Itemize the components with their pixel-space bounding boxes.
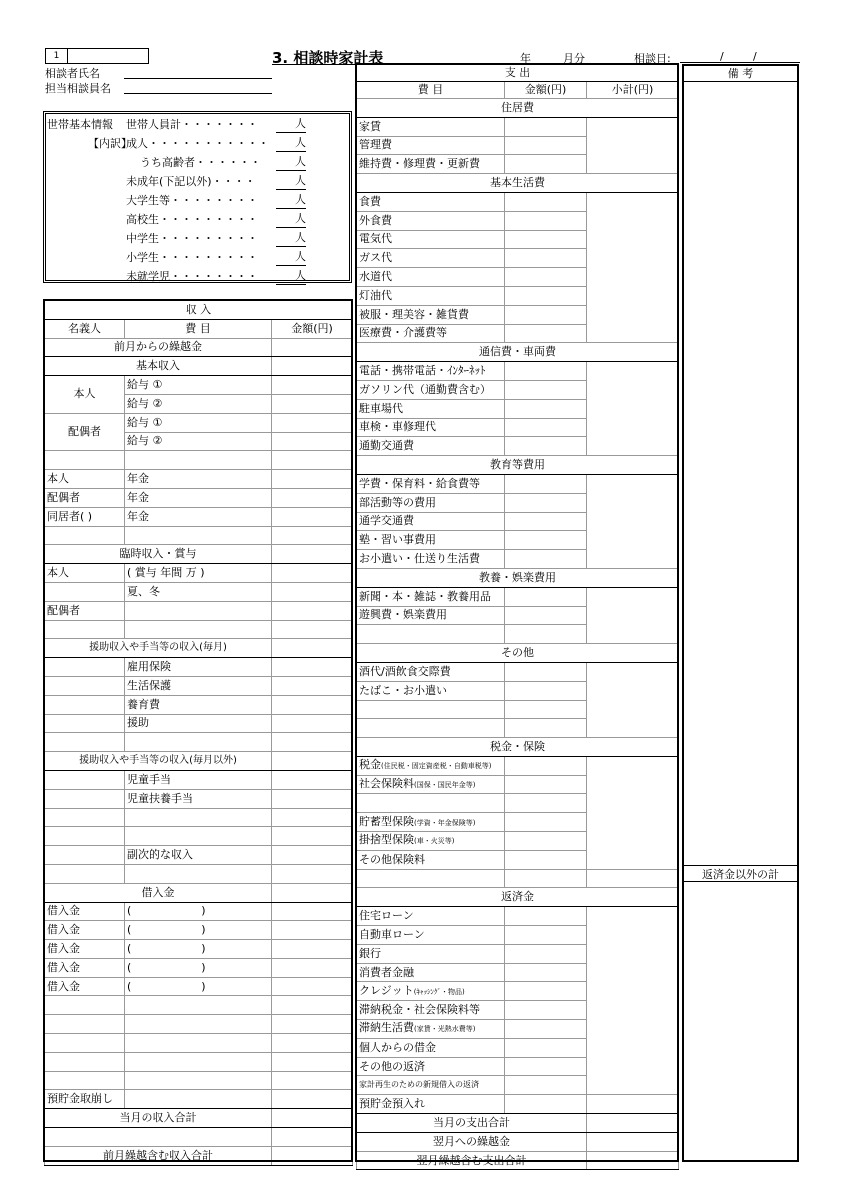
count-field[interactable]: 人 xyxy=(276,211,306,228)
carryover-label: 前月からの繰越金 xyxy=(45,338,272,357)
counselor-label: 担当相談員名 xyxy=(45,82,111,95)
amount-cell[interactable] xyxy=(272,846,353,865)
household-row: 成人・・・・・・・・・・・ xyxy=(126,137,269,150)
col-item: 費 目 xyxy=(357,82,505,99)
household-info-box xyxy=(43,111,352,283)
item-new-loan-repay: 家計再生のための新規借入の返済 xyxy=(357,1076,505,1095)
breakdown-label: 【内訳】 xyxy=(88,137,132,150)
household-row: 未就学児・・・・・・・・ xyxy=(126,270,258,283)
loan-label: 借入金 xyxy=(45,921,125,940)
item-tuition: 学費・保育料・給食費等 xyxy=(357,474,505,493)
amount-cell[interactable] xyxy=(505,1038,587,1057)
subtotal-cell[interactable] xyxy=(587,117,679,173)
amount-cell[interactable] xyxy=(505,268,587,287)
amount-cell[interactable] xyxy=(505,813,587,832)
expense-total-with-carry-label: 翌月繰越含む支出合計 xyxy=(357,1151,587,1170)
item-gas: ガス代 xyxy=(357,249,505,268)
amount-cell[interactable] xyxy=(505,362,587,381)
item-mortgage: 住宅ローン xyxy=(357,907,505,926)
amount-cell[interactable] xyxy=(505,550,587,569)
spouse-label: 配偶者 xyxy=(45,413,125,451)
item-food: 食費 xyxy=(357,192,505,211)
temp-income-title: 臨時収入・賞与 xyxy=(45,545,272,564)
loan-label: 借入金 xyxy=(45,977,125,996)
amount-cell[interactable] xyxy=(272,921,353,940)
spouse-label: 配偶者 xyxy=(45,601,125,620)
expense-table xyxy=(356,64,679,1170)
amount-cell[interactable] xyxy=(272,394,353,413)
amount-cell[interactable] xyxy=(272,770,353,789)
amount-cell[interactable] xyxy=(505,775,587,794)
divider xyxy=(684,881,797,882)
savings-withdraw-label: 預貯金取崩し xyxy=(45,1090,125,1109)
subtotal-cell[interactable] xyxy=(587,756,679,869)
household-row: 小学生・・・・・・・・・ xyxy=(126,251,258,264)
item-tax: 税金(住民税・固定資産税・自動車税等) xyxy=(357,756,505,775)
count-field[interactable]: 人 xyxy=(276,192,306,209)
item-child-support: 養育費 xyxy=(125,695,272,714)
date-underline xyxy=(680,62,800,63)
item-bank: 銀行 xyxy=(357,944,505,963)
amount-cell[interactable] xyxy=(505,982,587,1001)
amount-cell[interactable] xyxy=(505,155,587,174)
item-welfare: 生活保護 xyxy=(125,676,272,695)
household-row: 高校生・・・・・・・・・ xyxy=(126,213,258,226)
amount-cell[interactable] xyxy=(272,996,353,1015)
tax-title: 税金・保険 xyxy=(357,738,679,757)
amount-cell[interactable] xyxy=(505,380,587,399)
subtotal-cell[interactable] xyxy=(587,587,679,643)
item-salary: 給与 ② xyxy=(125,394,272,413)
expense-total-label: 当月の支出合計 xyxy=(357,1114,587,1133)
id-number-box[interactable] xyxy=(45,48,149,64)
consult-date-label: 相談日: xyxy=(634,52,671,65)
amount-cell[interactable] xyxy=(272,1090,353,1109)
count-field[interactable]: 人 xyxy=(276,154,306,171)
amount-cell[interactable] xyxy=(272,733,353,752)
amount-cell[interactable] xyxy=(505,907,587,926)
loan-label: 借入金 xyxy=(45,902,125,921)
item-pension: 年金 xyxy=(125,488,272,507)
aid-monthly-title: 援助収入や手当等の収入(毎月) xyxy=(45,639,272,658)
item-electricity: 電気代 xyxy=(357,230,505,249)
item-cram: 塾・習い事費用 xyxy=(357,531,505,550)
subtotal-cell[interactable] xyxy=(587,362,679,456)
item-social-ins: 社会保険料(国保・国民年金等) xyxy=(357,775,505,794)
item-pension: 年金 xyxy=(125,507,272,526)
col-name: 名義人 xyxy=(45,319,125,338)
amount-cell[interactable] xyxy=(505,230,587,249)
subtotal-cell[interactable] xyxy=(587,192,679,342)
amount-cell[interactable] xyxy=(272,752,353,771)
amount-cell[interactable] xyxy=(505,286,587,305)
amount-cell[interactable] xyxy=(272,639,353,658)
income-total-with-carry-label: 前月繰越含む収入合計 xyxy=(45,1146,272,1165)
amount-cell[interactable] xyxy=(505,1001,587,1020)
amount-cell[interactable] xyxy=(272,545,353,564)
edu-title: 教育等費用 xyxy=(357,456,679,475)
amount-cell[interactable] xyxy=(505,531,587,550)
amount-cell[interactable] xyxy=(272,601,353,620)
counselor-field[interactable] xyxy=(124,93,272,94)
amount-cell[interactable] xyxy=(272,526,353,545)
household-title: 世帯基本情報 xyxy=(47,118,113,131)
item-newspaper: 新聞・本・雑誌・教養用品 xyxy=(357,587,505,606)
other-title: その他 xyxy=(357,644,679,663)
amount-cell[interactable] xyxy=(505,437,587,456)
amount-cell[interactable] xyxy=(505,211,587,230)
col-amount: 金額(円) xyxy=(505,82,587,99)
comm-title: 通信費・車両費 xyxy=(357,343,679,362)
amount-cell[interactable] xyxy=(272,507,353,526)
amount-cell[interactable] xyxy=(505,944,587,963)
amount-cell[interactable] xyxy=(272,376,353,395)
item-term-ins: 掛捨型保険(車・火災等) xyxy=(357,832,505,851)
household-row: 中学生・・・・・・・・・ xyxy=(126,232,258,245)
subtotal-cell[interactable] xyxy=(587,662,679,737)
subtotal-cell[interactable] xyxy=(587,1132,679,1151)
income-title: 収 入 xyxy=(45,301,353,320)
amount-cell[interactable] xyxy=(505,324,587,343)
date-separator: / xyxy=(720,50,724,63)
item-school-transport: 通学交通費 xyxy=(357,512,505,531)
amount-cell[interactable] xyxy=(505,249,587,268)
amount-cell[interactable] xyxy=(505,305,587,324)
amount-cell[interactable] xyxy=(272,488,353,507)
amount-cell[interactable] xyxy=(505,136,587,155)
household-row: 大学生等・・・・・・・・ xyxy=(126,194,258,207)
amount-cell[interactable] xyxy=(505,719,587,738)
item-salary: 給与 ① xyxy=(125,413,272,432)
housing-title: 住居費 xyxy=(357,99,679,118)
count-field[interactable]: 人 xyxy=(276,230,306,247)
item-entertainment: 遊興費・娯楽費用 xyxy=(357,606,505,625)
amount-cell[interactable] xyxy=(505,850,587,869)
subtotal-cell[interactable] xyxy=(587,1151,679,1170)
self-label: 本人 xyxy=(45,470,125,489)
amount-cell[interactable] xyxy=(272,451,353,470)
amount-cell[interactable] xyxy=(272,432,353,451)
item-bonus: ( 賞与 年間 万 ) xyxy=(125,564,272,583)
amount-cell[interactable] xyxy=(505,1076,587,1095)
item-consumer-finance: 消費者金融 xyxy=(357,963,505,982)
amount-cell[interactable] xyxy=(505,1057,587,1076)
amount-cell[interactable] xyxy=(505,606,587,625)
item-tax-arrears: 滞納税金・社会保険料等 xyxy=(357,1001,505,1020)
amount-cell[interactable] xyxy=(505,700,587,719)
income-table: 収 入 名義人 費 目 金額(円) 前月からの繰越金 基本収入 本人 給与 ① 給与 ② 配偶者 給与 ① 給与 ② 本人 年金 配偶者 年金 同居者( ) 年金 臨時収入・賞与 本人 ( 賞与 年間 万 ) 夏、冬 配偶者 援助収入や手当等の収入(毎月) 雇用保険 生活保護 養育費 援助 援助収入や手当等の収入(毎月以外) 児童手当 児童扶養手当 副次的な収入 借入金 借入金 ( ) 借入金 ( ) 借入金 ( ) 借入金 ( ) 借入金 ( ) 預貯金取崩し 当月の収入合計 前月繰越含む収入合計 xyxy=(44,300,353,1166)
amount-cell[interactable] xyxy=(505,192,587,211)
living-title: 基本生活費 xyxy=(357,174,679,193)
item-phone: 電話・携帯電話・ｲﾝﾀｰﾈｯﾄ xyxy=(357,362,505,381)
amount-cell[interactable] xyxy=(505,587,587,606)
amount-cell[interactable] xyxy=(272,357,353,376)
aid-other-title: 援助収入や手当等の収入(毎月以外) xyxy=(45,752,272,771)
client-name-field[interactable] xyxy=(124,78,272,79)
year-label: 年 xyxy=(520,52,531,65)
item-drinks: 酒代/酒飲食交際費 xyxy=(357,662,505,681)
item-tobacco: たばこ・お小遣い xyxy=(357,681,505,700)
id-number: 1 xyxy=(46,49,68,63)
loan-label: 借入金 xyxy=(45,940,125,959)
self-label: 本人 xyxy=(45,564,125,583)
amount-cell[interactable] xyxy=(272,1015,353,1034)
item-pension: 年金 xyxy=(125,470,272,489)
amount-cell[interactable] xyxy=(272,470,353,489)
amount-cell[interactable] xyxy=(272,714,353,733)
amount-cell[interactable] xyxy=(505,1020,587,1039)
basic-income-title: 基本収入 xyxy=(45,357,272,376)
item-rent: 家賃 xyxy=(357,117,505,136)
amount-cell[interactable] xyxy=(272,1071,353,1090)
amount-cell[interactable] xyxy=(272,620,353,639)
item-personal-loan: 個人からの借金 xyxy=(357,1038,505,1057)
amount-cell[interactable] xyxy=(272,582,353,601)
item-child-rearing-allowance: 児童扶養手当 xyxy=(125,789,272,808)
client-name-label: 相談者氏名 xyxy=(45,67,100,80)
amount-cell[interactable] xyxy=(272,1052,353,1071)
col-item: 費 目 xyxy=(125,319,272,338)
item-other-repay: その他の返済 xyxy=(357,1057,505,1076)
item-child-allowance: 児童手当 xyxy=(125,770,272,789)
amount-cell[interactable] xyxy=(272,827,353,846)
amount-cell[interactable] xyxy=(505,399,587,418)
count-field[interactable]: 人 xyxy=(276,135,306,152)
item-credit: クレジット(ｷｬｯｼﾝｸﾞ・物品) xyxy=(357,982,505,1001)
date-separator: / xyxy=(753,50,757,63)
item-allowance: お小遣い・仕送り生活費 xyxy=(357,550,505,569)
amount-cell[interactable] xyxy=(505,794,587,813)
item-savings-deposit: 預貯金預入れ xyxy=(357,1095,505,1114)
page-title: 3. 相談時家計表 xyxy=(272,49,384,67)
amount-cell[interactable] xyxy=(272,1146,353,1165)
amount-cell[interactable] xyxy=(505,493,587,512)
amount-cell[interactable] xyxy=(272,958,353,977)
amount-cell[interactable] xyxy=(505,1095,587,1114)
amount-cell[interactable] xyxy=(505,926,587,945)
amount-cell[interactable] xyxy=(505,474,587,493)
count-field[interactable]: 人 xyxy=(276,116,306,133)
item-water: 水道代 xyxy=(357,268,505,287)
household-row: 世帯人員計・・・・・・・ xyxy=(126,118,258,131)
amount-cell[interactable] xyxy=(272,940,353,959)
loan-title: 借入金 xyxy=(45,883,272,902)
self-label: 本人 xyxy=(45,376,125,414)
repay-title: 返済金 xyxy=(357,888,679,907)
item-other-ins: その他保険料 xyxy=(357,850,505,869)
item-savings-ins: 貯蓄型保険(学資・年金保険等) xyxy=(357,813,505,832)
amount-cell[interactable] xyxy=(505,756,587,775)
item-car-inspection: 車検・車修理代 xyxy=(357,418,505,437)
subtotal-cell[interactable] xyxy=(587,1114,679,1133)
amount-cell[interactable] xyxy=(505,681,587,700)
household-row: うち高齢者・・・・・・ xyxy=(140,156,261,169)
culture-title: 教養・娯楽費用 xyxy=(357,568,679,587)
item-parking: 駐車場代 xyxy=(357,399,505,418)
item-salary: 給与 ② xyxy=(125,432,272,451)
amount-cell[interactable] xyxy=(272,695,353,714)
amount-cell[interactable] xyxy=(505,117,587,136)
amount-cell[interactable] xyxy=(505,869,587,888)
item-commute: 通勤交通費 xyxy=(357,437,505,456)
amount-cell[interactable] xyxy=(272,883,353,902)
amount-cell[interactable] xyxy=(272,658,353,677)
amount-cell[interactable] xyxy=(272,789,353,808)
amount-cell[interactable] xyxy=(272,864,353,883)
item-living-arrears: 滞納生活費(家賃・光熱水費等) xyxy=(357,1020,505,1039)
amount-cell[interactable] xyxy=(505,625,587,644)
amount-cell[interactable] xyxy=(272,338,353,357)
amount-cell[interactable] xyxy=(272,977,353,996)
non-repay-total-label: 返済金以外の計 xyxy=(702,868,779,881)
col-subtotal: 小計(円) xyxy=(587,82,679,99)
count-field[interactable]: 人 xyxy=(276,268,306,285)
remarks-column[interactable] xyxy=(682,64,799,1162)
month-label: 月分 xyxy=(563,52,585,65)
income-total-label: 当月の収入合計 xyxy=(45,1109,272,1128)
amount-cell[interactable] xyxy=(505,963,587,982)
item-club: 部活動等の費用 xyxy=(357,493,505,512)
amount-cell[interactable] xyxy=(272,808,353,827)
item-aid: 援助 xyxy=(125,714,272,733)
amount-cell[interactable] xyxy=(505,662,587,681)
amount-cell[interactable] xyxy=(505,832,587,851)
remarks-title: 備 考 xyxy=(684,66,797,82)
item-eating-out: 外食費 xyxy=(357,211,505,230)
carry-next-label: 翌月への繰越金 xyxy=(357,1132,587,1151)
amount-cell[interactable] xyxy=(272,902,353,921)
item-salary: 給与 ① xyxy=(125,376,272,395)
spouse-label: 配偶者 xyxy=(45,488,125,507)
amount-cell[interactable] xyxy=(272,676,353,695)
amount-cell[interactable] xyxy=(272,413,353,432)
item-medical: 医療費・介護費等 xyxy=(357,324,505,343)
item-employment-insurance: 雇用保険 xyxy=(125,658,272,677)
amount-cell[interactable] xyxy=(505,418,587,437)
item-kerosene: 灯油代 xyxy=(357,286,505,305)
amount-cell[interactable] xyxy=(272,564,353,583)
item-clothing: 被服・理美容・雑貨費 xyxy=(357,305,505,324)
item-gasoline: ガソリン代（通勤費含む） xyxy=(357,380,505,399)
cohabitant-label: 同居者( ) xyxy=(45,507,125,526)
subtotal-cell[interactable] xyxy=(587,1095,679,1114)
item-mgmt: 管理費 xyxy=(357,136,505,155)
count-field[interactable]: 人 xyxy=(276,249,306,266)
count-field[interactable]: 人 xyxy=(276,173,306,190)
amount-cell[interactable] xyxy=(272,1109,353,1128)
loan-label: 借入金 xyxy=(45,958,125,977)
item-maintenance: 維持費・修理費・更新費 xyxy=(357,155,505,174)
subtotal-cell[interactable] xyxy=(587,907,679,1095)
item-summer-winter: 夏、冬 xyxy=(125,582,272,601)
item-side-income: 副次的な収入 xyxy=(125,846,272,865)
item-car-loan: 自動車ローン xyxy=(357,926,505,945)
household-row: 未成年(下記以外)・・・・ xyxy=(126,175,256,188)
expense-title: 支 出 xyxy=(357,65,679,82)
amount-cell[interactable] xyxy=(272,1034,353,1053)
subtotal-cell[interactable] xyxy=(587,474,679,568)
col-amount: 金額(円) xyxy=(272,319,353,338)
amount-cell[interactable] xyxy=(505,512,587,531)
